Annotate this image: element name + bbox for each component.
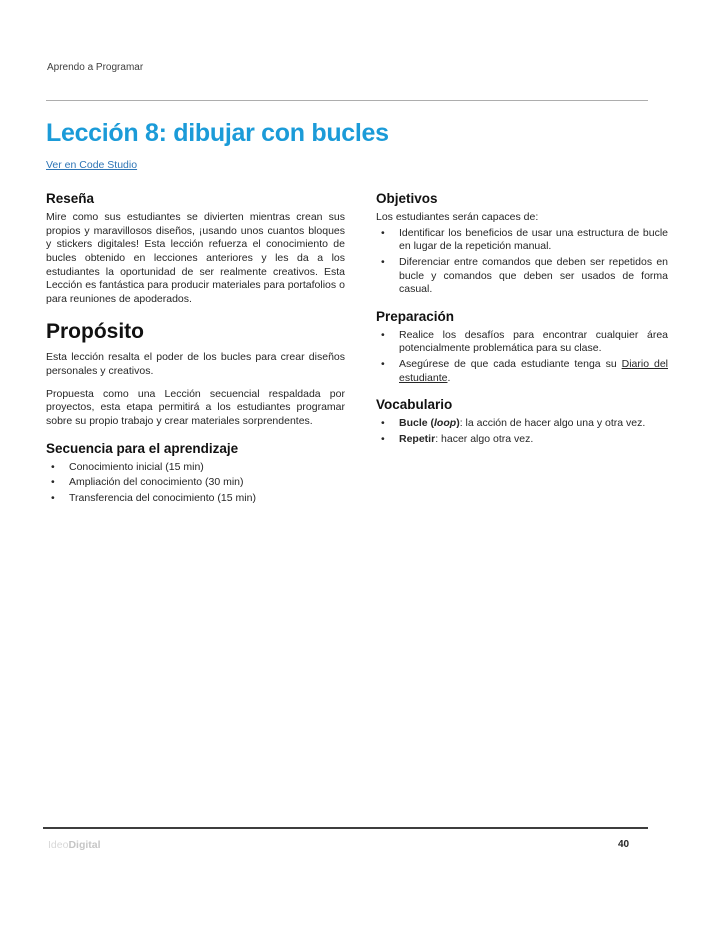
- list-item: • Realice los desafíos para encontrar cualquier área potencialmente problemática para su clase.: [376, 329, 668, 356]
- code-studio-link[interactable]: Ver en Code Studio: [46, 159, 138, 171]
- page-number: 40: [618, 839, 630, 850]
- right-column: [376, 181, 668, 514]
- page-title: Lección 8: dibujar con bucles: [46, 119, 389, 147]
- preparacion-heading: Preparación: [376, 308, 455, 324]
- list-item: • Conocimiento inicial (15 min): [46, 461, 345, 475]
- vocab-term-italic: loop: [434, 417, 457, 430]
- proposito-heading: Propósito: [46, 320, 144, 344]
- brand-bold: Digital: [68, 839, 101, 851]
- vocab-definition: : la acción de hacer algo una y otra vez.: [459, 417, 646, 430]
- footer-divider: [43, 827, 648, 829]
- two-column-layout: [46, 181, 668, 514]
- list-item: [376, 417, 668, 431]
- preparacion-list: [376, 329, 668, 386]
- list-item-text: .: [447, 371, 451, 384]
- proposito-paragraph-2: Propuesta como una Lección secuencial respaldada por proyectos, esta etapa permitirá a los estudiantes programar sobre su propio trabajo y crear materiales sorprendentes.: [46, 387, 345, 428]
- vocab-term: ): [456, 417, 460, 430]
- vocab-term: Repetir: [399, 433, 436, 446]
- secuencia-list: [46, 461, 345, 506]
- list-item: [376, 433, 668, 447]
- vocab-definition: : hacer algo otra vez.: [435, 433, 534, 446]
- objetivos-heading: Objetivos: [376, 191, 438, 206]
- proposito-paragraph-1: Esta lección resalta el poder de los bucles para crear diseños personales y creativos.: [46, 351, 345, 378]
- list-item: • Transferencia del conocimiento (15 min): [46, 492, 345, 506]
- vocab-term: Bucle (: [399, 417, 435, 430]
- diario-estudiante-link[interactable]: Diario del estudiante: [399, 358, 669, 384]
- list-item: • Identificar los beneficios de usar una estructura de bucle en lugar de la repetición manual.: [376, 227, 668, 254]
- footer-brand: [48, 839, 101, 851]
- secuencia-heading: Secuencia para el aprendizaje: [46, 440, 239, 456]
- brand-light: Ideo: [48, 839, 69, 851]
- header-app-label: Aprendo a Programar: [47, 62, 144, 73]
- list-item-text: Asegúrese de que cada estudiante tenga su: [399, 358, 622, 371]
- list-item: • Diferenciar entre comandos que deben ser repetidos en bucle y comandos que deben ser usados de forma casual.: [376, 256, 668, 297]
- header-divider: [46, 100, 648, 101]
- list-item: [376, 358, 668, 385]
- objetivos-intro: Los estudiantes serán capaces de:: [376, 211, 539, 223]
- objetivos-list: [376, 227, 668, 297]
- left-column: [46, 181, 345, 514]
- vocabulario-list: [376, 417, 668, 446]
- resena-heading: Reseña: [46, 191, 95, 206]
- list-item: • Ampliación del conocimiento (30 min): [46, 476, 345, 490]
- page-content: [46, 119, 668, 514]
- resena-body: Mire como sus estudiantes se divierten mientras crean sus propios y maravillosos diseños, ¡usando unos cuantos bloques y stickers digitales! Esta lección refuerza el conocimiento de bucles obtenido en lecciones anteriores y les da a los estudiantes la oportunidad de ser realmente creativos. Esta Lección es fantástica para producir materiales para portafolios o para reuniones de apoderados.: [46, 211, 345, 305]
- vocabulario-heading: Vocabulario: [376, 397, 453, 413]
